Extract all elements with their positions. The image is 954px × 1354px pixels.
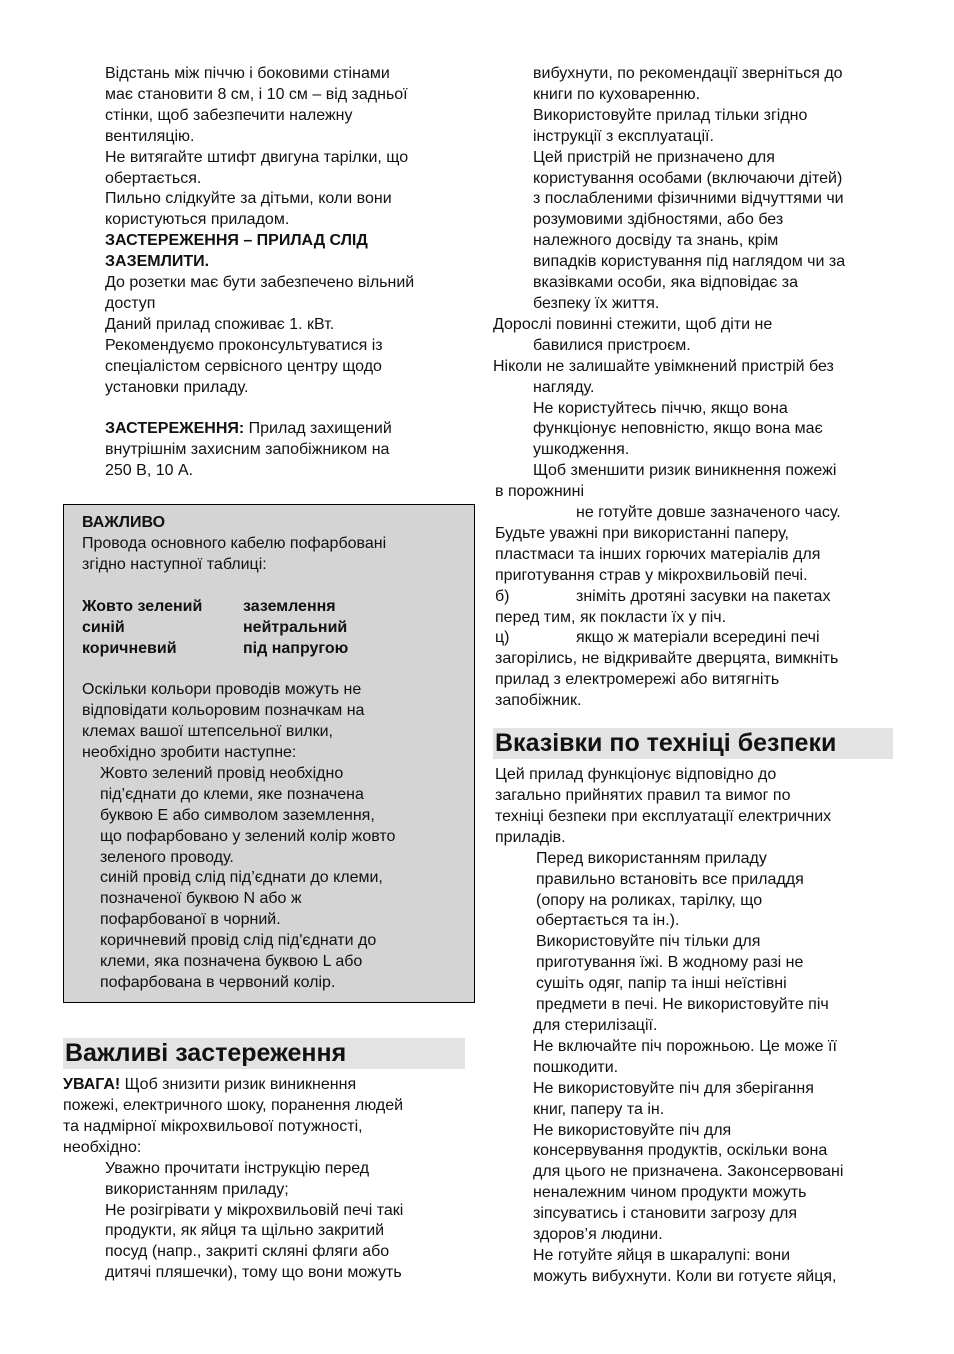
text-line: дитячі пляшечки), тому що вони можуть (105, 1264, 402, 1282)
text-line: Жовто зелений провід необхідно (100, 764, 344, 782)
text-line: книг, паперу та ін. (533, 1100, 665, 1118)
text-line: Будьте уважні при використанні паперу, (495, 524, 789, 542)
text-line: коричневий провід слід під'єднати до (100, 932, 377, 950)
wire-table-row: Жовто зелений заземлення (82, 597, 336, 615)
text-line: належного досвіду та знань, крім (533, 232, 779, 250)
text-line: внутрішнім захисним запобіжником на (105, 441, 390, 459)
attention-line: УВАГА! Щоб знизити ризик виникнення (63, 1076, 357, 1094)
list-item-c: ц) якщо ж матеріали всередині печі (495, 629, 820, 647)
text-line: Щоб зменшити ризик виникнення пожежі (533, 462, 837, 480)
section-heading: Важливі застереження (63, 1038, 465, 1069)
text-line: для стерилізації. (533, 1016, 658, 1034)
text-line: має становити 8 см, і 10 см – від задньої (105, 85, 408, 103)
text-line: нагляду. (533, 378, 595, 396)
text-line: приготування страв у мікрохвильовій печі. (495, 566, 808, 584)
text-line: клеми, яка позначена буквою L або (100, 953, 363, 971)
left-column (63, 64, 475, 1284)
wire-table-row: коричневий під напругою (82, 639, 349, 657)
text-line: Цей прилад функціонує відповідно до (495, 766, 777, 784)
text-line: обертається та ін.). (536, 912, 680, 930)
text-line: правильно встановіть все приладдя (536, 870, 804, 888)
safety-list (493, 849, 895, 1016)
text-line: Оскільки кольори проводів можуть не (82, 681, 362, 699)
text-line: Пильно слідкуйте за дітьми, коли вони (105, 190, 392, 208)
text-line: та надмірної мікрохвильової потужності, (63, 1117, 363, 1135)
text-line: Цей пристрій не призначено для (533, 148, 775, 166)
text-line: Не розігрівати у мікрохвильовій печі такі (105, 1201, 404, 1219)
text-line: стінки, щоб забезпечити належну (105, 106, 353, 124)
text-line: клемах вашої штепсельної вилки, (82, 723, 333, 741)
text-line: продукти, як яйця та щільно закритий (105, 1222, 385, 1240)
text-line: що пофарбовано у зелений колір жовто (100, 827, 396, 845)
precautions-list (63, 1159, 475, 1284)
text-line: Не включайте піч порожньою. Це може її (533, 1037, 837, 1055)
text-line: пофарбованої в чорний. (100, 911, 281, 929)
text-line: необхідно: (63, 1138, 142, 1156)
text-line: не готуйте довше зазначеного часу. (576, 504, 841, 522)
text-line: Не використовуйте піч для (533, 1121, 732, 1139)
text-line: позначеної буквою N або ж (100, 890, 302, 908)
text-line: під’єднати до клеми, яке позначена (100, 785, 364, 803)
text-line: для цього не призначена. Законсервовані (533, 1163, 844, 1181)
text-line: 250 В, 10 А. (105, 462, 194, 480)
text-line: можуть вибухнути. Коли ви готуєте яйця, (533, 1267, 837, 1285)
text-line: відповідати кольоровим позначкам на (82, 702, 365, 720)
ground-warning: ЗАЗЕМЛИТИ. (105, 253, 210, 271)
text-line: вказівками особи, яка відповідає за (533, 274, 799, 292)
text-line: сушіть одяг, папір та інші неїстівні (536, 975, 787, 993)
text-line: зіпсуватись і становити загрозу для (533, 1205, 798, 1223)
fuse-warning: ЗАСТЕРЕЖЕННЯ: Прилад захищений (105, 420, 392, 438)
ground-warning: ЗАСТЕРЕЖЕННЯ – ПРИЛАД СЛІД (105, 232, 368, 250)
attention-paragraph (63, 1075, 475, 1159)
text-line: з послабленими фізичними відчуттями чи (533, 190, 844, 208)
text-line: Даний прилад споживає 1. кВт. (105, 315, 335, 333)
text-line: пластмаси та інших горючих матеріалів для (495, 545, 821, 563)
safety-list-continued (493, 1016, 895, 1288)
list-item-b: б) зніміть дротяні засувки на пакетах (495, 587, 831, 605)
text-line: (опору на роликах, тарілку, що (536, 891, 763, 909)
wire-table-row: синій нейтральний (82, 618, 348, 636)
text-line: неналежним чином продукти можуть (533, 1184, 807, 1202)
text-line: загально прийнятих правил та вимог по (495, 787, 791, 804)
text-line: До розетки має бути забезпечено вільний (105, 274, 415, 292)
text-line: користуються приладом. (105, 211, 290, 229)
text-line: предмети в печі. Не використовуйте піч (536, 996, 829, 1014)
text-line: приладів. (495, 828, 566, 846)
text-line: Не використовуйте піч для зберігання (533, 1079, 814, 1097)
text-line: Використовуйте прилад тільки згідно (533, 106, 808, 124)
text-line: установки приладу. (105, 378, 249, 396)
intro-paragraph (63, 64, 475, 482)
text-line: Провода основного кабелю пофарбовані (82, 535, 387, 553)
text-line: Дорослі повинні стежити, щоб діти не (493, 315, 773, 333)
text-line: інструкції з експлуатації. (533, 127, 714, 145)
text-line: буквою E або символом заземлення, (100, 806, 375, 824)
text-line: обертається. (105, 169, 202, 187)
text-line: пожежі, електричного шоку, поранення людей (63, 1097, 404, 1115)
text-line: консервування продуктів, оскільки вона (533, 1142, 828, 1160)
text-line: синій провід слід під’єднати до клеми, (100, 869, 383, 887)
text-line: Не готуйте яйця в шкаралупі: вони (533, 1246, 791, 1264)
text-line: користування особами (включаючи дітей) (533, 169, 843, 187)
continued-list (493, 64, 895, 315)
text-line: Не витягайте штифт двигуна тарілки, що (105, 148, 409, 166)
text-line: книги по куховаренню. (533, 85, 701, 103)
text-line: Не користуйтесь піччю, якщо вона (533, 399, 788, 417)
text-line: в порожнині (495, 483, 584, 501)
text-line: приготування їжі. В жодному разі не (536, 954, 804, 972)
wire-instructions (82, 764, 474, 994)
text-line: згідно наступної таблиці: (82, 555, 267, 573)
text-line: пофарбована в червоний колір. (100, 974, 336, 992)
faulty-list (493, 399, 895, 483)
text-line: безпеку їх життя. (533, 294, 660, 312)
right-column (493, 64, 895, 1288)
text-line: пошкодити. (533, 1058, 619, 1076)
text-line: використанням приладу; (105, 1180, 289, 1198)
text-line: здоров’я людини. (533, 1226, 663, 1244)
text-line: техніці безпеки при експлуатації електричних (495, 807, 832, 825)
text-line: Відстань між піччю і боковими стінами (105, 65, 390, 82)
text-line: ушкодження. (533, 441, 630, 459)
text-line: Уважно прочитати інструкцію перед (105, 1159, 370, 1177)
text-line: бавилися пристроєм. (533, 336, 691, 354)
text-line: спеціалістом сервісного центру щодо (105, 357, 382, 375)
text-line: Рекомендуємо проконсультуватися із (105, 336, 383, 354)
text-line: доступ (105, 294, 156, 312)
text-line: запобіжник. (495, 692, 582, 710)
text-line: загорілись, не відкривайте дверцята, вимкніть (495, 650, 839, 668)
text-line: прилад з електромережі або витягніть (495, 671, 780, 689)
careful-paragraph (493, 524, 895, 712)
box-title: ВАЖЛИВО (82, 514, 166, 532)
text-line: зеленого проводу. (100, 848, 234, 866)
text-line: Перед використанням приладу (536, 849, 767, 867)
text-line: розумовими здібностями, або без (533, 211, 784, 229)
text-line: випадків користування під наглядом чи за (533, 253, 846, 271)
text-line: вибухнути, по рекомендації зверніться до (533, 65, 843, 82)
important-box (63, 504, 475, 1003)
text-line: Ніколи не залишайте увімкнений пристрій без (493, 357, 834, 375)
section-heading: Вказівки по техніці безпеки (493, 728, 893, 759)
text-line: необхідно зробити наступне: (82, 744, 297, 762)
safety-intro (493, 765, 895, 849)
text-line: Використовуйте піч тільки для (536, 933, 761, 951)
text-line: вентиляцію. (105, 127, 195, 145)
text-line: перед тим, як покласти їх у піч. (495, 608, 727, 626)
text-line: функціонує неповністю, якщо вона має (533, 420, 823, 438)
text-line: посуд (напр., закриті скляні фляги або (105, 1243, 390, 1261)
